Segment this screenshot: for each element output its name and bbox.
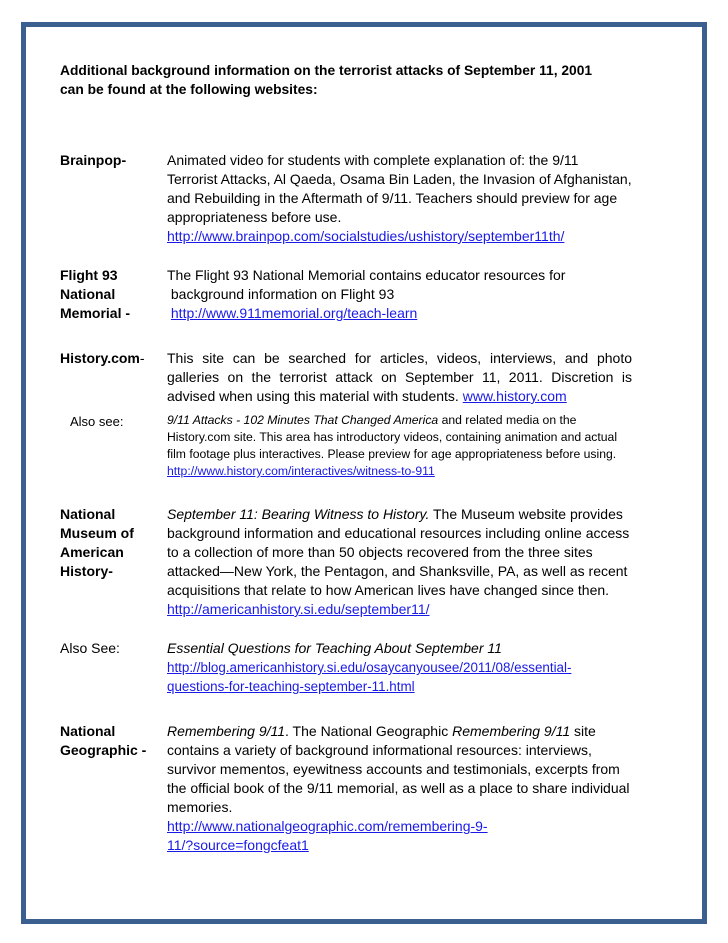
entry-label	[60, 722, 164, 760]
description-text: The Museum website provides background information and educational resources including online access to a collection of more than 50 objects recovered from the three sites attacked—New York, the Pentagon, and Shanksville, PA, as well as recent acquisitions that relate to how American lives have changed since then.	[167, 506, 630, 598]
entry-description	[167, 639, 632, 696]
flight93-link[interactable]: http://www.911memorial.org/teach-learn	[170, 305, 418, 321]
natgeo-link-continued[interactable]: 11/?source=fongcfeat1	[167, 837, 309, 853]
label-line: Geographic -	[60, 742, 147, 758]
description-text: Animated video for students with complete explanation of: the 9/11 Terrorist Attacks, Al Qaeda, Osama Bin Laden, the Invasion of Afghanistan, and Rebuilding in the Aftermath of 9/11. Teachers should preview for age appropriateness before use.	[167, 152, 632, 225]
witness-link[interactable]: http://www.history.com/interactives/witness-to-911	[167, 464, 435, 478]
entry-description	[167, 151, 632, 246]
label-name: History.com	[60, 350, 140, 366]
description-line: The Flight 93 National Memorial contains educator resources for	[167, 267, 566, 283]
entry-label	[60, 349, 164, 368]
entry-label	[60, 266, 164, 323]
description-text: . The National Geographic	[285, 723, 453, 739]
label-line: Flight 93	[60, 267, 118, 283]
entry-label: Also See:	[60, 640, 120, 656]
brainpop-link[interactable]: http://www.brainpop.com/socialstudies/ushistory/september11th/	[167, 228, 565, 244]
label-line: Museum of	[60, 525, 134, 541]
entry-description	[167, 505, 632, 619]
essential-questions-link[interactable]: http://blog.americanhistory.si.edu/osaycanyousee/2011/08/essential-	[167, 660, 572, 675]
heading-line-2: can be found at the following websites:	[60, 82, 318, 97]
entry-description	[167, 722, 632, 855]
entry-label: Also see:	[70, 414, 124, 429]
label-line: Memorial -	[60, 305, 131, 321]
label-line: National	[60, 723, 116, 739]
description-line: background information on Flight 93	[167, 286, 395, 302]
label-suffix: -	[139, 350, 145, 366]
page-heading	[60, 61, 630, 99]
nmah-link[interactable]: http://americanhistory.si.edu/september11/	[167, 601, 430, 617]
entry-description	[167, 266, 632, 323]
label-line: American	[60, 544, 124, 560]
resource-title: Essential Questions for Teaching About September 11	[167, 640, 502, 656]
label-line: National	[60, 506, 116, 522]
heading-line-1: Additional background information on the terrorist attacks of September 11, 2001	[60, 63, 593, 78]
resource-title: Remembering 9/11	[452, 723, 571, 739]
essential-questions-link-continued[interactable]: questions-for-teaching-september-11.html	[167, 679, 415, 694]
history-link[interactable]: www.history.com	[462, 388, 567, 404]
resource-title: Remembering 9/11	[167, 723, 286, 739]
entry-label: Brainpop-	[60, 152, 127, 168]
description-text: This site can be searched for articles, videos, interviews, and photo galleries on the terrorist attack on September 11, 2011. Discretion is advised when using this material with students.	[167, 350, 632, 404]
label-line: National	[60, 286, 116, 302]
entry-description	[167, 412, 632, 480]
description-text: and related media on the History.com site. This area has introductory videos, containing animation and actual film footage plus interactives. Please preview for age appropriateness before using.	[167, 413, 618, 461]
natgeo-link[interactable]: http://www.nationalgeographic.com/remembering-9-	[167, 818, 488, 834]
resource-title: 9/11 Attacks - 102 Minutes That Changed America	[167, 413, 439, 427]
resource-title: September 11: Bearing Witness to History.	[167, 506, 430, 522]
label-line: History-	[60, 563, 113, 579]
entry-label	[60, 505, 164, 581]
description-text: site contains a variety of background informational resources: interviews, survivor mementos, eyewitness accounts and testimonials, excerpts from the official book of the 9/11 memorial, as well as a place to share individual memories.	[167, 723, 630, 815]
entry-description	[167, 349, 632, 406]
